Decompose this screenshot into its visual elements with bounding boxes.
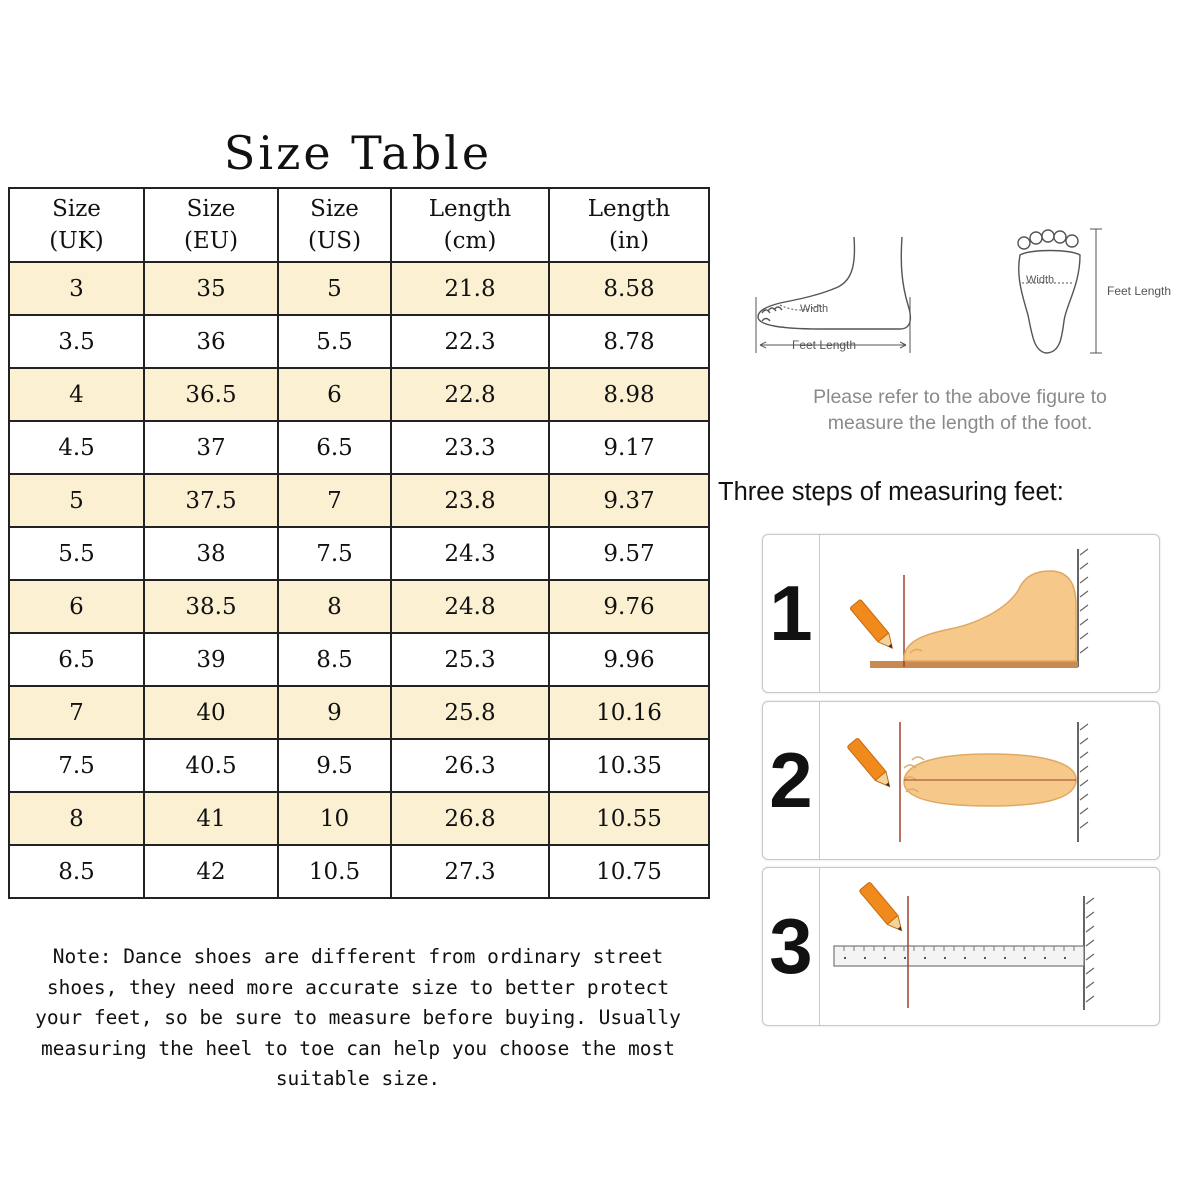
table-cell: 36	[144, 315, 278, 368]
steps-title: Three steps of measuring feet:	[718, 478, 1064, 506]
column-header: Size (US)	[278, 188, 391, 262]
table-cell: 9.37	[549, 474, 709, 527]
table-cell: 6.5	[278, 421, 391, 474]
step-2-panel	[762, 701, 1160, 860]
table-cell: 37	[144, 421, 278, 474]
step-number-cell	[763, 535, 820, 692]
step-number: 3	[769, 902, 813, 990]
table-cell: 5	[9, 474, 144, 527]
note-line: Note: Dance shoes are different from ordinary street	[52, 945, 664, 968]
column-header: Size (UK)	[9, 188, 144, 262]
table-cell: 9.57	[549, 527, 709, 580]
table-cell: 7.5	[9, 739, 144, 792]
table-row	[9, 262, 709, 315]
table-cell: 8.5	[278, 633, 391, 686]
table-row	[9, 686, 709, 739]
table-cell: 8	[9, 792, 144, 845]
table-cell: 9.76	[549, 580, 709, 633]
step-number-cell	[763, 702, 820, 859]
table-cell: 37.5	[144, 474, 278, 527]
foot-side-pencil-icon	[820, 535, 1158, 692]
feet-length-label: Feet Length	[1107, 284, 1172, 298]
table-cell: 9.96	[549, 633, 709, 686]
table-cell: 6	[278, 368, 391, 421]
table-cell: 25.8	[391, 686, 549, 739]
table-cell: 3.5	[9, 315, 144, 368]
table-cell: 4	[9, 368, 144, 421]
table-cell: 3	[9, 262, 144, 315]
table-cell: 42	[144, 845, 278, 898]
table-cell: 41	[144, 792, 278, 845]
table-cell: 21.8	[391, 262, 549, 315]
table-cell: 6	[9, 580, 144, 633]
foot-top-pencil-icon	[820, 702, 1158, 859]
table-row	[9, 421, 709, 474]
table-cell: 10.75	[549, 845, 709, 898]
table-cell: 10.35	[549, 739, 709, 792]
table-cell: 23.3	[391, 421, 549, 474]
column-header: Length (in)	[549, 188, 709, 262]
foot-side-icon	[756, 237, 910, 353]
note-line: shoes, they need more accurate size to better protect	[46, 975, 670, 999]
table-cell: 38	[144, 527, 278, 580]
table-row	[9, 315, 709, 368]
table-cell: 25.3	[391, 633, 549, 686]
table-cell: 8.78	[549, 315, 709, 368]
table-row	[9, 792, 709, 845]
table-cell: 9.17	[549, 421, 709, 474]
table-cell: 40.5	[144, 739, 278, 792]
table-cell: 7.5	[278, 527, 391, 580]
table-cell: 10.55	[549, 792, 709, 845]
dance-shoes-note	[10, 942, 706, 1095]
ruler-pencil-icon	[820, 868, 1158, 1025]
table-cell: 5.5	[9, 527, 144, 580]
step-number-cell	[763, 868, 820, 1025]
column-header: Length (cm)	[391, 188, 549, 262]
caption-line: Please refer to the above figure to	[813, 386, 1107, 408]
table-cell: 24.8	[391, 580, 549, 633]
step-number: 2	[769, 736, 813, 824]
table-cell: 27.3	[391, 845, 549, 898]
table-cell: 40	[144, 686, 278, 739]
table-cell: 9	[278, 686, 391, 739]
table-cell: 22.8	[391, 368, 549, 421]
table-cell: 5.5	[278, 315, 391, 368]
table-cell: 6.5	[9, 633, 144, 686]
width-label: Width	[800, 303, 829, 315]
table-cell: 4.5	[9, 421, 144, 474]
table-cell: 8.5	[9, 845, 144, 898]
feet-length-label: Feet Length	[792, 338, 857, 352]
table-row	[9, 739, 709, 792]
size-table-title: Size Table	[223, 126, 493, 180]
table-cell: 8	[278, 580, 391, 633]
table-cell: 7	[278, 474, 391, 527]
table-cell: 8.98	[549, 368, 709, 421]
table-cell: 38.5	[144, 580, 278, 633]
table-cell: 26.8	[391, 792, 549, 845]
caption-line: measure the length of the foot.	[827, 412, 1093, 434]
table-cell: 10	[278, 792, 391, 845]
table-cell: 24.3	[391, 527, 549, 580]
table-cell: 26.3	[391, 739, 549, 792]
size-table	[8, 187, 710, 899]
step-number: 1	[769, 569, 813, 657]
table-cell: 39	[144, 633, 278, 686]
note-line: suitable size.	[275, 1067, 441, 1090]
table-cell: 7	[9, 686, 144, 739]
foot-sole-icon	[1018, 229, 1102, 353]
step-3-panel	[762, 867, 1160, 1026]
table-cell: 8.58	[549, 262, 709, 315]
table-cell: 22.3	[391, 315, 549, 368]
table-cell: 5	[278, 262, 391, 315]
foot-measurement-figure	[740, 225, 1200, 365]
table-row	[9, 845, 709, 898]
table-cell: 10.5	[278, 845, 391, 898]
table-row	[9, 633, 709, 686]
step-1-panel	[762, 534, 1160, 693]
table-row	[9, 368, 709, 421]
table-cell: 9.5	[278, 739, 391, 792]
note-line: your feet, so be sure to measure before buying. Usually	[35, 1006, 681, 1029]
size-table-header	[9, 188, 709, 262]
table-cell: 36.5	[144, 368, 278, 421]
table-cell: 35	[144, 262, 278, 315]
table-row	[9, 474, 709, 527]
table-row	[9, 580, 709, 633]
width-label: Width	[1026, 274, 1055, 286]
note-line: measuring the heel to toe can help you choose the most	[41, 1036, 675, 1060]
table-row	[9, 527, 709, 580]
table-cell: 23.8	[391, 474, 549, 527]
column-header: Size (EU)	[144, 188, 278, 262]
figure-caption	[760, 384, 1160, 436]
table-cell: 10.16	[549, 686, 709, 739]
